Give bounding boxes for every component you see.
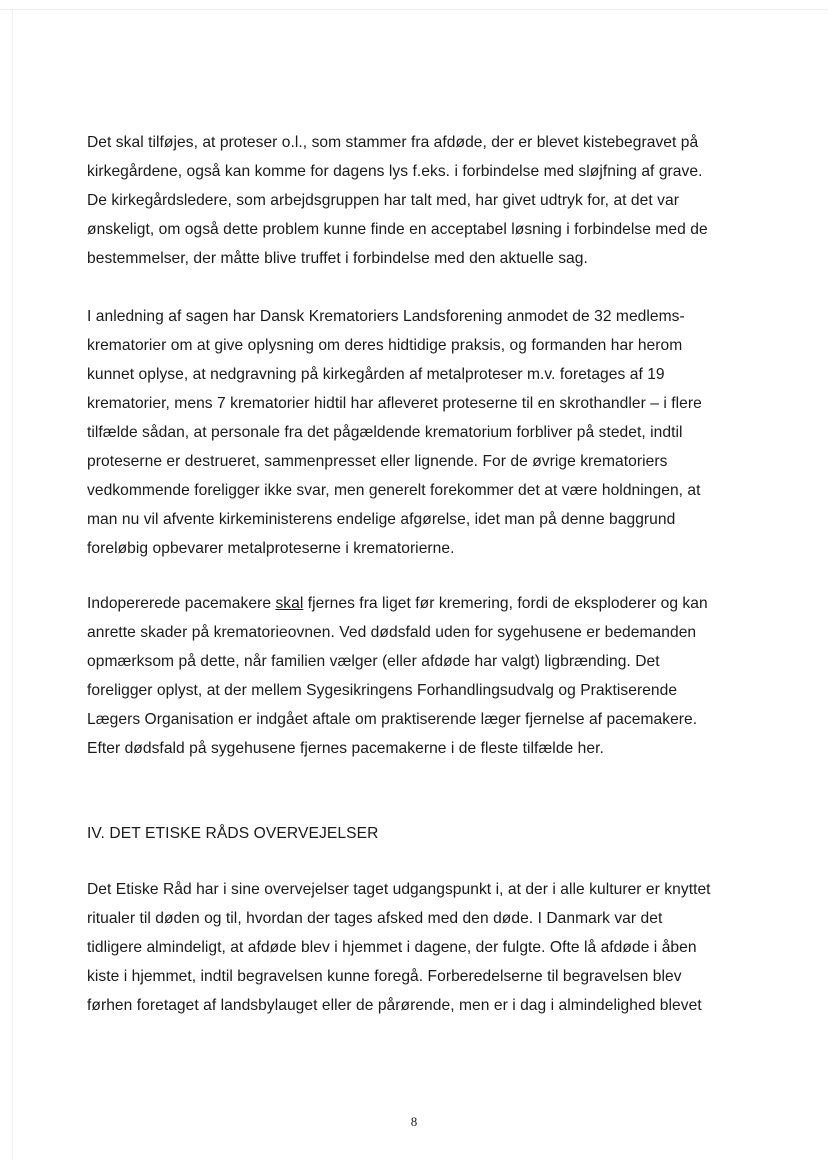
section-heading: IV. DET ETISKE RÅDS OVERVEJELSER [87,825,379,842]
paragraph-line: tidligere almindeligt, at afdøde blev i hjemmet i dagene, der fulgte. Ofte lå afdøde i åben [87,939,697,956]
paragraph-line: tilfælde sådan, at personale fra det pågældende krematorium forbliver på stedet, indtil [87,424,683,441]
paragraph-line: krematorier, mens 7 krematorier hidtil har afleveret proteserne til en skrothandler – i flere [87,395,702,412]
paragraph-line: kunnet oplyse, at nedgravning på kirkegården af metalproteser m.v. foretages af 19 [87,366,665,383]
paragraph-line: kiste i hjemmet, indtil begravelsen kunne foregå. Forberedelserne til begravelsen blev [87,968,682,985]
paragraph-prostheses-cemeteries [87,128,708,273]
paragraph-line: kirkegårdene, også kan komme for dagens lys f.eks. i forbindelse med sløjfning af grave. [87,163,703,180]
paragraph-crematoria-practice [87,302,702,563]
text-run: Indopererede pacemakere [87,595,276,612]
paragraph-ethics-council [87,875,711,1020]
paragraph-line: De kirkegårdsledere, som arbejdsgruppen har talt med, har givet udtryk for, at det var [87,192,679,209]
underlined-word: skal [275,595,304,612]
paragraph-line: Efter dødsfald på sygehusene fjernes pacemakerne i de fleste tilfælde her. [87,740,604,757]
paragraph-line: proteserne er destrueret, sammenpresset eller lignende. For de øvrige krematoriers [87,453,668,470]
paragraph-pacemakers [87,589,708,763]
paragraph-line: ønskeligt, om også dette problem kunne finde en acceptabel løsning i forbindelse med de [87,221,708,238]
paragraph-line: man nu vil afvente kirkeministerens endelige afgørelse, idet man på denne baggrund [87,511,676,528]
paragraph-line: bestemmelser, der måtte blive truffet i forbindelse med den aktuelle sag. [87,250,588,267]
paragraph-line [87,589,708,618]
paragraph-line: Lægers Organisation er indgået aftale om praktiserende læger fjernelse af pacemakere. [87,711,698,728]
paragraph-line: vedkommende foreligger ikke svar, men generelt forekommer det at være holdningen, at [87,482,701,499]
paragraph-line: Det skal tilføjes, at proteser o.l., som stammer fra afdøde, der er blevet kistebegravet på [87,134,699,151]
paragraph-line: opmærksom på dette, når familien vælger (eller afdøde har valgt) ligbrænding. Det [87,653,660,670]
page-number: 8 [410,1114,418,1129]
paragraph-line: ritualer til døden og til, hvordan der tages afsked med den døde. I Danmark var det [87,910,663,927]
scan-edge-top [0,9,828,10]
paragraph-line: foreligger oplyst, at der mellem Sygesikringens Forhandlingsudvalg og Praktiserende [87,682,678,699]
paragraph-line: anrette skader på krematorieovnen. Ved dødsfald uden for sygehusene er bedemanden [87,624,697,641]
text-run: fjernes fra liget før kremering, fordi de eksploderer og kan [303,595,708,612]
scan-edge-left [12,10,13,1160]
paragraph-line: I anledning af sagen har Dansk Krematoriers Landsforening anmodet de 32 medlems- [87,308,685,325]
paragraph-line: Det Etiske Råd har i sine overvejelser taget udgangspunkt i, at der i alle kulturer er knyttet [87,881,711,898]
paragraph-line: foreløbig opbevarer metalproteserne i krematorierne. [87,540,455,557]
paragraph-line: krematorier om at give oplysning om deres hidtidige praksis, og formanden har herom [87,337,683,354]
paragraph-line: førhen foretaget af landsbylauget eller de pårørende, men er i dag i almindelighed blevet [87,997,702,1014]
